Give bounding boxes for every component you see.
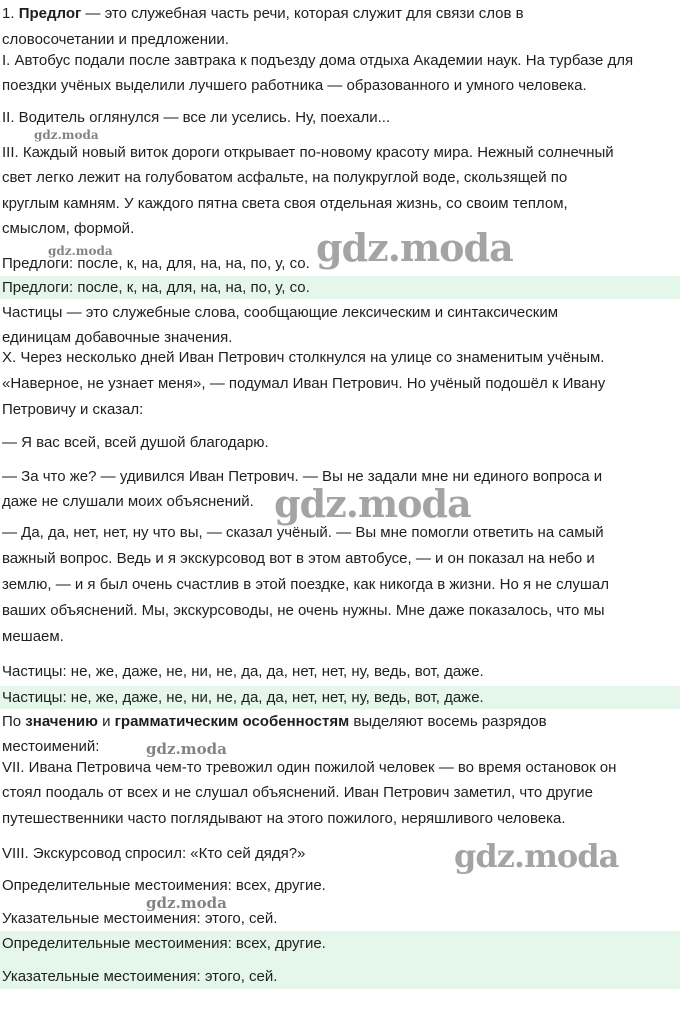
text-line xyxy=(2,328,232,348)
text-line xyxy=(2,433,269,453)
text-span: путешественники часто поглядывают на этого пожилого, неряшливого человека. xyxy=(2,810,566,827)
text-line xyxy=(2,278,310,298)
bold-term: Предлог xyxy=(18,5,82,22)
watermark-small: gdz.moda xyxy=(34,128,99,142)
text-line xyxy=(2,601,605,621)
text-span: Петровичу и сказал: xyxy=(2,401,144,418)
text-line xyxy=(2,967,277,987)
text-span: Предлоги: после, к, на, для, на, на, по, у, со. xyxy=(2,255,310,272)
text-span: — Да, да, нет, нет, ну что вы, — сказал учёный. — Вы мне помогли ответить на самый xyxy=(2,524,604,541)
text-span: Указательные местоимения: этого, сей. xyxy=(2,910,278,927)
text-span: ваших объяснений. Мы, экскурсоводы, не очень нужны. Мне даже показалось, что мы xyxy=(2,602,605,619)
text-span: — это служебная часть речи, которая служит для связи слов в xyxy=(81,5,524,22)
text-span: выделяют восемь разрядов xyxy=(349,713,547,730)
text-line xyxy=(2,575,609,595)
text-line xyxy=(2,76,587,96)
watermark-large: gdz.moda xyxy=(274,481,471,526)
text-span: смыслом, формой. xyxy=(2,220,135,237)
watermark-small: gdz.moda xyxy=(146,894,227,912)
text-line xyxy=(2,712,547,732)
text-line xyxy=(2,523,604,543)
text-span: Частицы: не, же, даже, не, ни, не, да, да, нет, нет, ну, ведь, вот, даже. xyxy=(2,689,484,706)
text-line xyxy=(2,303,558,323)
text-span: мешаем. xyxy=(2,628,64,645)
text-line xyxy=(2,783,593,803)
text-line xyxy=(2,876,326,896)
text-span: III. Каждый новый виток дороги открывает по-новому красоту мира. Нежный солнечный xyxy=(2,144,614,161)
text-span: единицам добавочные значения. xyxy=(2,329,233,346)
text-span: Определительные местоимения: всех, другие. xyxy=(2,877,326,894)
text-span: местоимений: xyxy=(2,738,100,755)
text-span: По xyxy=(2,713,26,730)
text-line xyxy=(2,909,277,929)
text-line xyxy=(2,809,566,829)
text-span: «Наверное, не узнает меня», — подумал Иван Петрович. Но учёный подошёл к Ивану xyxy=(2,375,606,392)
text-line xyxy=(2,168,567,188)
text-span: стоял поодаль от всех и не слушал объяснений. Иван Петрович заметил, что другие xyxy=(2,784,593,801)
text-line xyxy=(2,143,614,163)
bold-term: грамматическим особенностям xyxy=(114,713,350,730)
text-span: VIII. Экскурсовод спросил: «Кто сей дядя?» xyxy=(2,845,306,862)
text-line xyxy=(2,30,229,50)
text-span: свет легко лежит на голубоватом асфальте, на полукруглой воде, скользящей по xyxy=(2,169,568,186)
watermark-small: gdz.moda xyxy=(146,740,227,758)
text-span: Указательные местоимения: этого, сей. xyxy=(2,968,278,985)
text-span: круглым камням. У каждого пятна света своя отдельная жизнь, со своим теплом, xyxy=(2,195,568,212)
text-span: Частицы — это служебные слова, сообщающие лексическим и синтаксическим xyxy=(2,304,559,321)
text-line xyxy=(2,194,568,214)
text-span: Предлоги: после, к, на, для, на, на, по, у, со. xyxy=(2,279,310,296)
text-line xyxy=(2,51,633,71)
text-span: — Я вас всей, всей душой благодарю. xyxy=(2,434,269,451)
text-line xyxy=(2,737,99,757)
text-span: землю, — и я был очень счастлив в этой поездке, как никогда в жизни. Но я не слушал xyxy=(2,576,609,593)
text-line xyxy=(2,219,134,239)
text-line xyxy=(2,108,390,128)
bold-term: значению xyxy=(25,713,98,730)
text-span: 1. xyxy=(2,5,19,22)
text-span: VII. Ивана Петровича чем-то тревожил один пожилой человек — во время остановок он xyxy=(2,759,617,776)
text-line xyxy=(2,627,64,647)
text-line xyxy=(2,934,326,954)
text-span: Определительные местоимения: всех, другие. xyxy=(2,935,326,952)
text-span: важный вопрос. Ведь и я экскурсовод вот в этом автобусе, — и он показал на небо и xyxy=(2,550,595,567)
text-line xyxy=(2,400,143,420)
text-span: I. Автобус подали после завтрака к подъезду дома отдыха Академии наук. На турбазе для xyxy=(2,52,634,69)
text-line xyxy=(2,758,616,778)
watermark-large: gdz.moda xyxy=(454,837,619,875)
text-span: — За что же? — удивился Иван Петрович. — Вы не задали мне ни единого вопроса и xyxy=(2,468,603,485)
text-span: поездки учёных выделили лучшего работника — образованного и умного человека. xyxy=(2,77,587,94)
text-span: X. Через несколько дней Иван Петрович столкнулся на улице со знаменитым учёным. xyxy=(2,349,605,366)
text-line xyxy=(2,688,484,708)
text-span: даже не слушали моих объяснений. xyxy=(2,493,254,510)
text-line xyxy=(2,348,604,368)
text-span: II. Водитель оглянулся — все ли уселись. Ну, поехали... xyxy=(2,109,391,126)
text-span: словосочетании и предложении. xyxy=(2,31,229,48)
text-line xyxy=(2,844,305,864)
watermark-small: gdz.moda xyxy=(48,244,113,258)
text-line xyxy=(2,374,605,394)
text-line xyxy=(2,492,254,512)
text-line xyxy=(2,549,595,569)
watermark-large: gdz.moda xyxy=(316,225,513,270)
text-line xyxy=(2,4,524,24)
text-span: Частицы: не, же, даже, не, ни, не, да, да, нет, нет, ну, ведь, вот, даже. xyxy=(2,663,484,680)
text-span: и xyxy=(97,713,115,730)
text-line xyxy=(2,662,484,682)
